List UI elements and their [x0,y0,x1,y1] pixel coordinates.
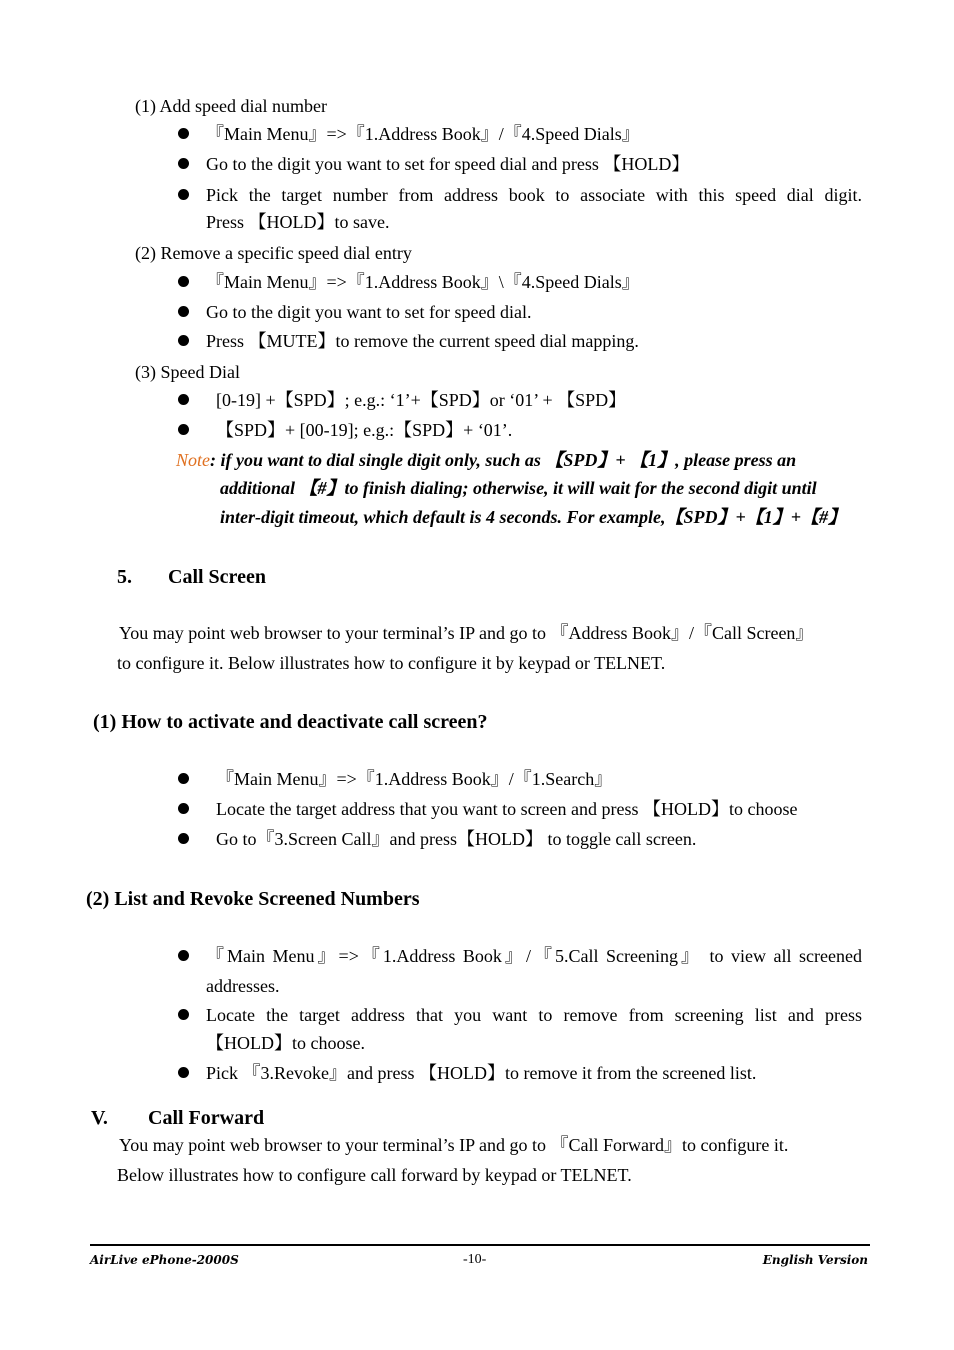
bullet-icon [178,394,189,405]
bullet-icon [178,128,189,139]
speed-dial-step-1: [0-19] +【SPD】; e.g.: ‘1’+【SPD】or ‘01’ + 【SPD】 [216,390,627,410]
remove-speed-dial-step-2: Go to the digit you want to set for speed dial. [206,302,532,322]
add-speed-dial-heading: (1) Add speed dial number [135,96,327,116]
bullet-icon [178,189,189,200]
footer-product-name: AirLive ePhone-2000S [90,1253,239,1267]
call-screen-intro-line-1: You may point web browser to your terminal’s IP and go to 『Address Book』/『Call Screen』 [119,623,814,643]
call-forward-intro-line-2: Below illustrates how to configure call forward by keypad or TELNET. [117,1165,632,1185]
bullet-icon [178,158,189,169]
bullet-icon [178,276,189,287]
call-forward-section-number: V. [91,1107,108,1129]
bullet-icon [178,335,189,346]
add-speed-dial-step-1: 『Main Menu』=>『1.Address Book』/『4.Speed Dials』 [206,124,640,144]
call-screen-section-title: Call Screen [168,566,266,588]
speed-dial-note [176,451,796,469]
list-revoke-step-3: Pick 『3.Revoke』and press 【HOLD】to remove it from the screened list. [206,1063,757,1083]
call-screen-section-number: 5. [117,566,132,588]
call-screen-intro-line-2: to configure it. Below illustrates how to configure it by keypad or TELNET. [117,653,666,673]
list-revoke-step-1-cont: addresses. [206,976,280,996]
add-speed-dial-step-2: Go to the digit you want to set for speed dial and press 【HOLD】 [206,154,690,174]
activate-call-screen-heading: (1) How to activate and deactivate call screen? [93,711,488,733]
bullet-icon [178,424,189,435]
bullet-icon [178,803,189,814]
call-forward-intro-line-1: You may point web browser to your terminal’s IP and go to 『Call Forward』to configure it. [119,1135,789,1155]
remove-speed-dial-step-1: 『Main Menu』=>『1.Address Book』\『4.Speed Dials』 [206,272,640,292]
speed-dial-heading: (3) Speed Dial [135,362,240,382]
note-line-3: inter-digit timeout, which default is 4 seconds. For example,【SPD】+【1】+【#】 [220,507,847,527]
footer-divider [90,1244,870,1246]
list-revoke-step-1: 『Main Menu』=>『1.Address Book』/『5.Call Screening』 to view all screened [206,946,862,966]
bullet-icon [178,306,189,317]
list-revoke-step-2: Locate the target address that you want to remove from screening list and press [206,1005,862,1025]
activate-step-2: Locate the target address that you want to screen and press 【HOLD】to choose [216,799,798,819]
remove-speed-dial-step-3: Press 【MUTE】to remove the current speed dial mapping. [206,331,639,351]
note-line-1: : if you want to dial single digit only, such as 【SPD】+ 【1】, please press an [210,450,797,470]
list-revoke-step-2-cont: 【HOLD】to choose. [206,1033,365,1053]
note-label: Note [176,450,210,470]
add-speed-dial-step-3-cont: Press 【HOLD】to save. [206,212,390,232]
add-speed-dial-step-3: Pick the target number from address book to associate with this speed dial digit. [206,185,862,205]
list-revoke-heading: (2) List and Revoke Screened Numbers [86,888,420,910]
note-line-2: additional 【#】to finish dialing; otherwise, it will wait for the second digit until [220,478,817,498]
bullet-icon [178,833,189,844]
activate-step-1: 『Main Menu』=>『1.Address Book』/『1.Search』 [216,769,613,789]
activate-step-3: Go to『3.Screen Call』and press【HOLD】 to toggle call screen. [216,829,697,849]
remove-speed-dial-heading: (2) Remove a specific speed dial entry [135,243,412,263]
call-forward-section-title: Call Forward [148,1107,265,1129]
footer-version: English Version [762,1253,868,1267]
speed-dial-step-2: 【SPD】+ [00-19]; e.g.:【SPD】+ ‘01’. [216,420,513,440]
bullet-icon [178,773,189,784]
bullet-icon [178,1009,189,1020]
footer-page-number: -10- [463,1252,487,1267]
bullet-icon [178,950,189,961]
bullet-icon [178,1067,189,1078]
